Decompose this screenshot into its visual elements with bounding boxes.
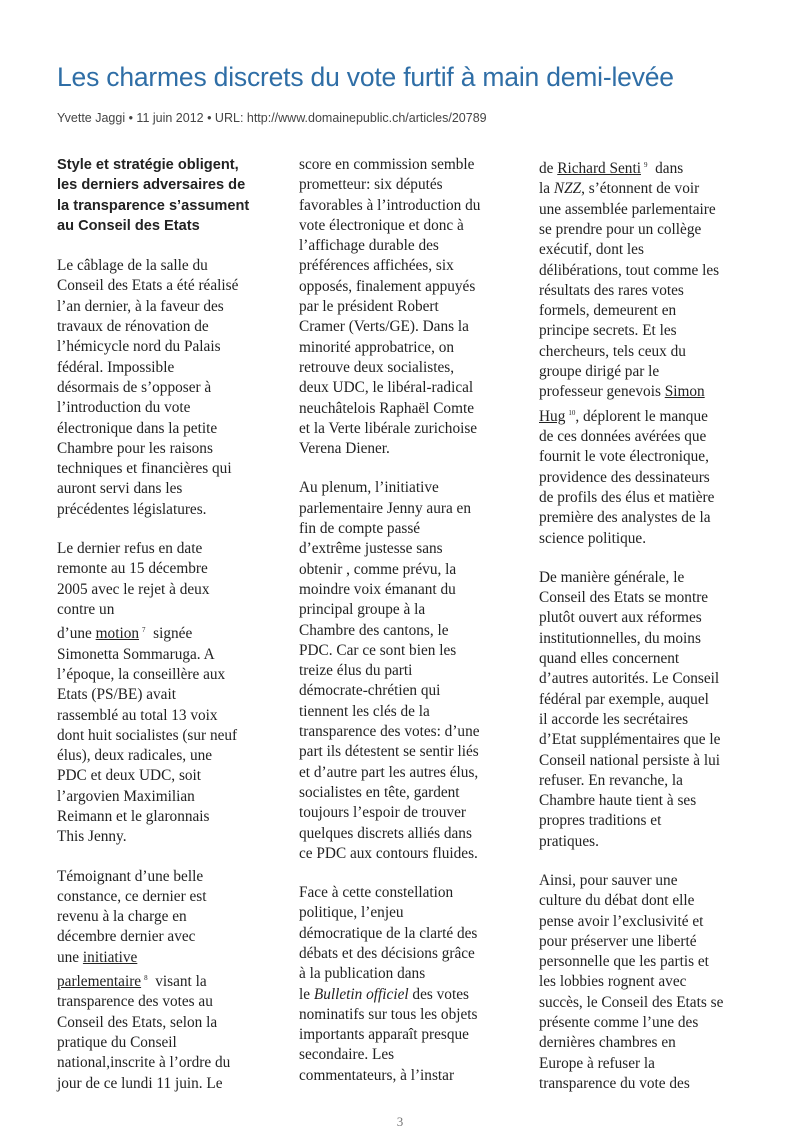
column-3 <box>539 155 751 1113</box>
footnote-ref: 8 <box>144 974 148 983</box>
richard-senti-link[interactable]: Richard Senti <box>557 160 641 178</box>
text-line: au Conseil des Etats <box>57 217 200 234</box>
text-line: à la publication dans <box>299 965 426 983</box>
text-line: délibérations, tout comme les <box>539 261 720 279</box>
text-line: 2005 avec le rejet à deux <box>57 580 210 598</box>
text-line: Chambre pour les raisons <box>57 439 213 457</box>
text-line: Le dernier refus en date <box>57 540 203 558</box>
bulletin-officiel: Bulletin officiel <box>313 985 409 1003</box>
text-line: chercheurs, tels ceux du <box>539 342 686 360</box>
text-line: précédentes législatures. <box>57 500 207 518</box>
paragraph <box>57 256 269 520</box>
text-line: institutionnelles, du moins <box>539 629 701 647</box>
initiative-link-cont[interactable]: parlementaire <box>57 973 142 991</box>
text-line: travaux de rénovation de <box>57 318 209 336</box>
text-line: retrouve deux socialistes, <box>299 358 455 376</box>
text-line: fédéral par exemple, auquel <box>539 690 709 708</box>
text-line: transparence des votes: d’une <box>299 723 480 741</box>
text-line: pense avoir l’exclusivité et <box>539 912 704 930</box>
text-line: Simonetta Sommaruga. A <box>57 645 215 663</box>
nzz: NZZ <box>553 180 582 198</box>
text-line: succès, le Conseil des Etats se <box>539 993 724 1011</box>
text-line: Le câblage de la salle du <box>57 257 208 275</box>
text-line: et la Verte libérale zurichoise <box>299 419 478 437</box>
text-line: rassemblé au total 13 voix <box>57 706 218 724</box>
text-line: Ainsi, pour sauver une <box>539 871 678 889</box>
text-line: science politique. <box>539 529 647 547</box>
article-title: Les charmes discrets du vote furtif à main demi-levée <box>57 62 674 92</box>
text-line: importants apparaît presque <box>299 1026 469 1044</box>
text-line: fin de compte passé <box>299 520 421 538</box>
text-line: de ces données avérées que <box>539 428 707 446</box>
text-line: PDC. Car ce sont bien les <box>299 641 457 659</box>
text-line: d’extrême justesse sans <box>299 540 443 558</box>
footnote-ref: 7 <box>142 626 146 635</box>
text-line: auront servi dans les <box>57 480 183 498</box>
text-line: minorité approbatrice, on <box>299 338 455 356</box>
text-line: d’autres autorités. Le Conseil <box>539 670 720 688</box>
text-line: principe secrets. Et les <box>539 322 677 340</box>
text-line: élus), deux radicales, une <box>57 747 213 765</box>
paragraph <box>539 568 751 852</box>
text-line: l’argovien Maximilian <box>57 787 195 805</box>
text-line: les derniers adversaires de <box>57 177 246 194</box>
lead-heading <box>57 155 269 236</box>
text-line: plutôt ouvert aux réformes <box>539 609 702 627</box>
paragraph <box>539 871 751 1094</box>
motion-link[interactable]: motion <box>95 625 139 643</box>
text-line: pratique du Conseil <box>57 1034 177 1052</box>
text-line: constance, ce dernier est <box>57 887 207 905</box>
text-line: par le président Robert <box>299 298 439 316</box>
text-line: dont huit socialistes (sur neuf <box>57 726 238 744</box>
paragraph: de Richard Senti $^9$ dans la NZZ, s’étonnent de voir une assemblée parlementaire se prendre pour un collège exécutif, dont les délibérations, tout comme les résultats des rares votes formels, demeurent en principe secrets. Et les chercheurs, tels ceux du groupe dirigé par le professeur genevois Simon Hug $^{10}$, déplorent le manque de ces données avérées que fournit le vote électronique, providence des dessinateurs de profils des élus et matière première des analystes de la science politique. <box>539 155 751 549</box>
text-line: contre un <box>57 600 115 618</box>
text-line: formels, demeurent en <box>539 302 677 320</box>
text-line: l’an dernier, à la faveur des <box>57 297 224 315</box>
text-line: Conseil des Etats se montre <box>539 589 709 607</box>
text-line: personnelle que les partis et <box>539 953 709 971</box>
text-line: culture du débat dont elle <box>539 892 695 910</box>
text-line: une assemblée parlementaire <box>539 200 716 218</box>
text-line: transparence des votes au <box>57 993 213 1011</box>
text-line: quelques discrets alliés dans <box>299 824 472 842</box>
text-line: deux UDC, le libéral-radical <box>299 379 474 397</box>
text-line: se prendre pour un collège <box>539 220 702 238</box>
text-line: l’époque, la conseillère aux <box>57 665 226 683</box>
text-line: favorables à l’introduction du <box>299 196 481 214</box>
text-line: les lobbies rognent avec <box>539 973 687 991</box>
text-line: Conseil des Etats a été réalisé <box>57 277 239 295</box>
text-line: l’hémicycle nord du Palais <box>57 338 221 356</box>
text-line: refuser. En revanche, la <box>539 771 683 789</box>
text-line: parlementaire Jenny aura en <box>299 499 472 517</box>
paragraph: Le dernier refus en date remonte au 15 décembre 2005 avec le rejet à deux contre un d’une motion $^7$ signée Simonetta Sommaruga. A l’époque, la conseillère aux Etats (PS/BE) avait rassemblé au total 13 voix dont huit socialistes (sur neuf élus), deux radicales, une PDC et deux UDC, soit l’argovien Maximilian Reimann et le glaronnais This Jenny. <box>57 539 269 848</box>
text-line: obtenir , comme prévu, la <box>299 560 457 578</box>
text-line: d’Etat supplémentaires que le <box>539 731 721 749</box>
text-line: électronique dans la petite <box>57 419 218 437</box>
text-line: groupe dirigé par le <box>539 363 660 381</box>
text-line: quand elles concernent <box>539 650 680 668</box>
text-line: revenu à la charge en <box>57 908 187 926</box>
text-line: Style et stratégie obligent, <box>57 157 239 173</box>
text-line: Au plenum, l’initiative <box>299 479 439 497</box>
simon-hug-link[interactable]: Simon <box>664 383 705 401</box>
text-line: Conseil des Etats, selon la <box>57 1013 218 1031</box>
text-line: secondaire. Les <box>299 1046 395 1064</box>
text-line: treize élus du parti <box>299 662 413 680</box>
text-line: pour préserver une liberté <box>539 932 697 950</box>
text-line: Face à cette constellation <box>299 884 454 902</box>
text-line: Témoignant d’une belle <box>57 867 204 885</box>
text-line: national,inscrite à l’ordre du <box>57 1054 231 1072</box>
text-line: vote électronique et donc à <box>299 216 464 234</box>
text-line: fédéral. Impossible <box>57 358 175 376</box>
text-line: providence des dessinateurs <box>539 468 710 486</box>
text-line: Chambre haute tient à ses <box>539 792 697 810</box>
text-line: l’affichage durable des <box>299 237 439 255</box>
text-line: part ils détestent se sentir liés <box>299 743 479 761</box>
text-line: principal groupe à la <box>299 601 426 619</box>
simon-hug-link-cont[interactable]: Hug <box>539 407 566 425</box>
text-line: Chambre des cantons, le <box>299 621 449 639</box>
text-line: Etats (PS/BE) avait <box>57 686 176 704</box>
text-line: pratiques. <box>539 832 599 850</box>
text-line: commentateurs, à l’instar <box>299 1066 455 1084</box>
footnote-ref: 10 <box>568 408 576 417</box>
text-line: Conseil national persiste à lui <box>539 751 720 769</box>
paragraph <box>299 478 511 864</box>
text-line: jour de ce lundi 11 juin. Le <box>57 1074 223 1092</box>
text-line: exécutif, dont les <box>539 241 644 259</box>
text-line: débats et des décisions grâce <box>299 944 475 962</box>
text-line: neuchâtelois Raphaël Comte <box>299 399 475 417</box>
column-1 <box>57 155 269 1113</box>
text-line: première des analystes de la <box>539 509 711 527</box>
text-line: propres traditions et <box>539 812 662 830</box>
column-2 <box>299 155 511 1105</box>
text-line: politique, l’enjeu <box>299 904 404 922</box>
text-line: prometteur: six députés <box>299 176 443 194</box>
text-line: PDC et deux UDC, soit <box>57 767 202 785</box>
paragraph: Témoignant d’une belle constance, ce dernier est revenu à la charge en décembre dernier avec une initiative parlementaire $^8$ visant la transparence des votes au Conseil des Etats, selon la pratique du Conseil national,inscrite à l’ordre du jour de ce lundi 11 juin. Le <box>57 867 269 1094</box>
text-line: résultats des rares votes <box>539 281 684 299</box>
text-line: il accorde les secrétaires <box>539 710 689 728</box>
text-line: nominatifs sur tous les objets <box>299 1005 478 1023</box>
text-line: transparence du vote des <box>539 1074 690 1092</box>
text-line: techniques et financières qui <box>57 460 232 478</box>
text-line: score en commission semble <box>299 156 475 173</box>
text-line: désormais de s’opposer à <box>57 378 212 396</box>
text-line: démocrate-chrétien qui <box>299 682 441 700</box>
text-line: l’introduction du vote <box>57 399 191 417</box>
text-line: démocratique de la clarté des <box>299 924 478 942</box>
text-line: présente comme l’une des <box>539 1014 699 1032</box>
text-line: Cramer (Verts/GE). Dans la <box>299 318 469 336</box>
text-line: Verena Diener. <box>299 440 390 458</box>
text-line: Europe à refuser la <box>539 1054 655 1072</box>
text-line: moindre voix émanant du <box>299 580 456 598</box>
text-line: décembre dernier avec <box>57 928 196 946</box>
paragraph <box>299 155 511 459</box>
text-line: fournit le vote électronique, <box>539 448 709 466</box>
initiative-link[interactable]: initiative <box>82 948 138 966</box>
text-line: remonte au 15 décembre <box>57 560 208 578</box>
text-line: et d’autre part les autres élus, <box>299 763 479 781</box>
text-line: la transparence s’assument <box>57 197 250 214</box>
page-number: 3 <box>396 1114 404 1129</box>
text-line: toujours l’espoir de trouver <box>299 804 466 822</box>
text-line: préférences affichées, six <box>299 257 454 275</box>
text-line: ce PDC aux contours fluides. <box>299 844 478 862</box>
footnote-ref: 9 <box>643 161 648 169</box>
text-line: This Jenny. <box>57 828 127 846</box>
article-byline: Yvette Jaggi • 11 juin 2012 • URL: http://www.domainepublic.ch/articles/20789 <box>57 111 487 125</box>
text-line: Reimann et le glaronnais <box>57 808 210 825</box>
text-line: tiennent les clés de la <box>299 702 430 720</box>
text-line: De manière générale, le <box>539 568 685 586</box>
text-line: socialistes en tête, gardent <box>299 783 460 801</box>
text-line: dernières chambres en <box>539 1034 676 1052</box>
paragraph: Face à cette constellation politique, l’enjeu démocratique de la clarté des débats et des décisions grâce à la publication dans le Bulletin officiel des votes nominatifs sur tous les objets importants apparaît presque secondaire. Les commentateurs, à l’instar <box>299 883 511 1086</box>
text-line: de profils des élus et matière <box>539 488 715 506</box>
text-line: opposés, finalement appuyés <box>299 277 476 295</box>
